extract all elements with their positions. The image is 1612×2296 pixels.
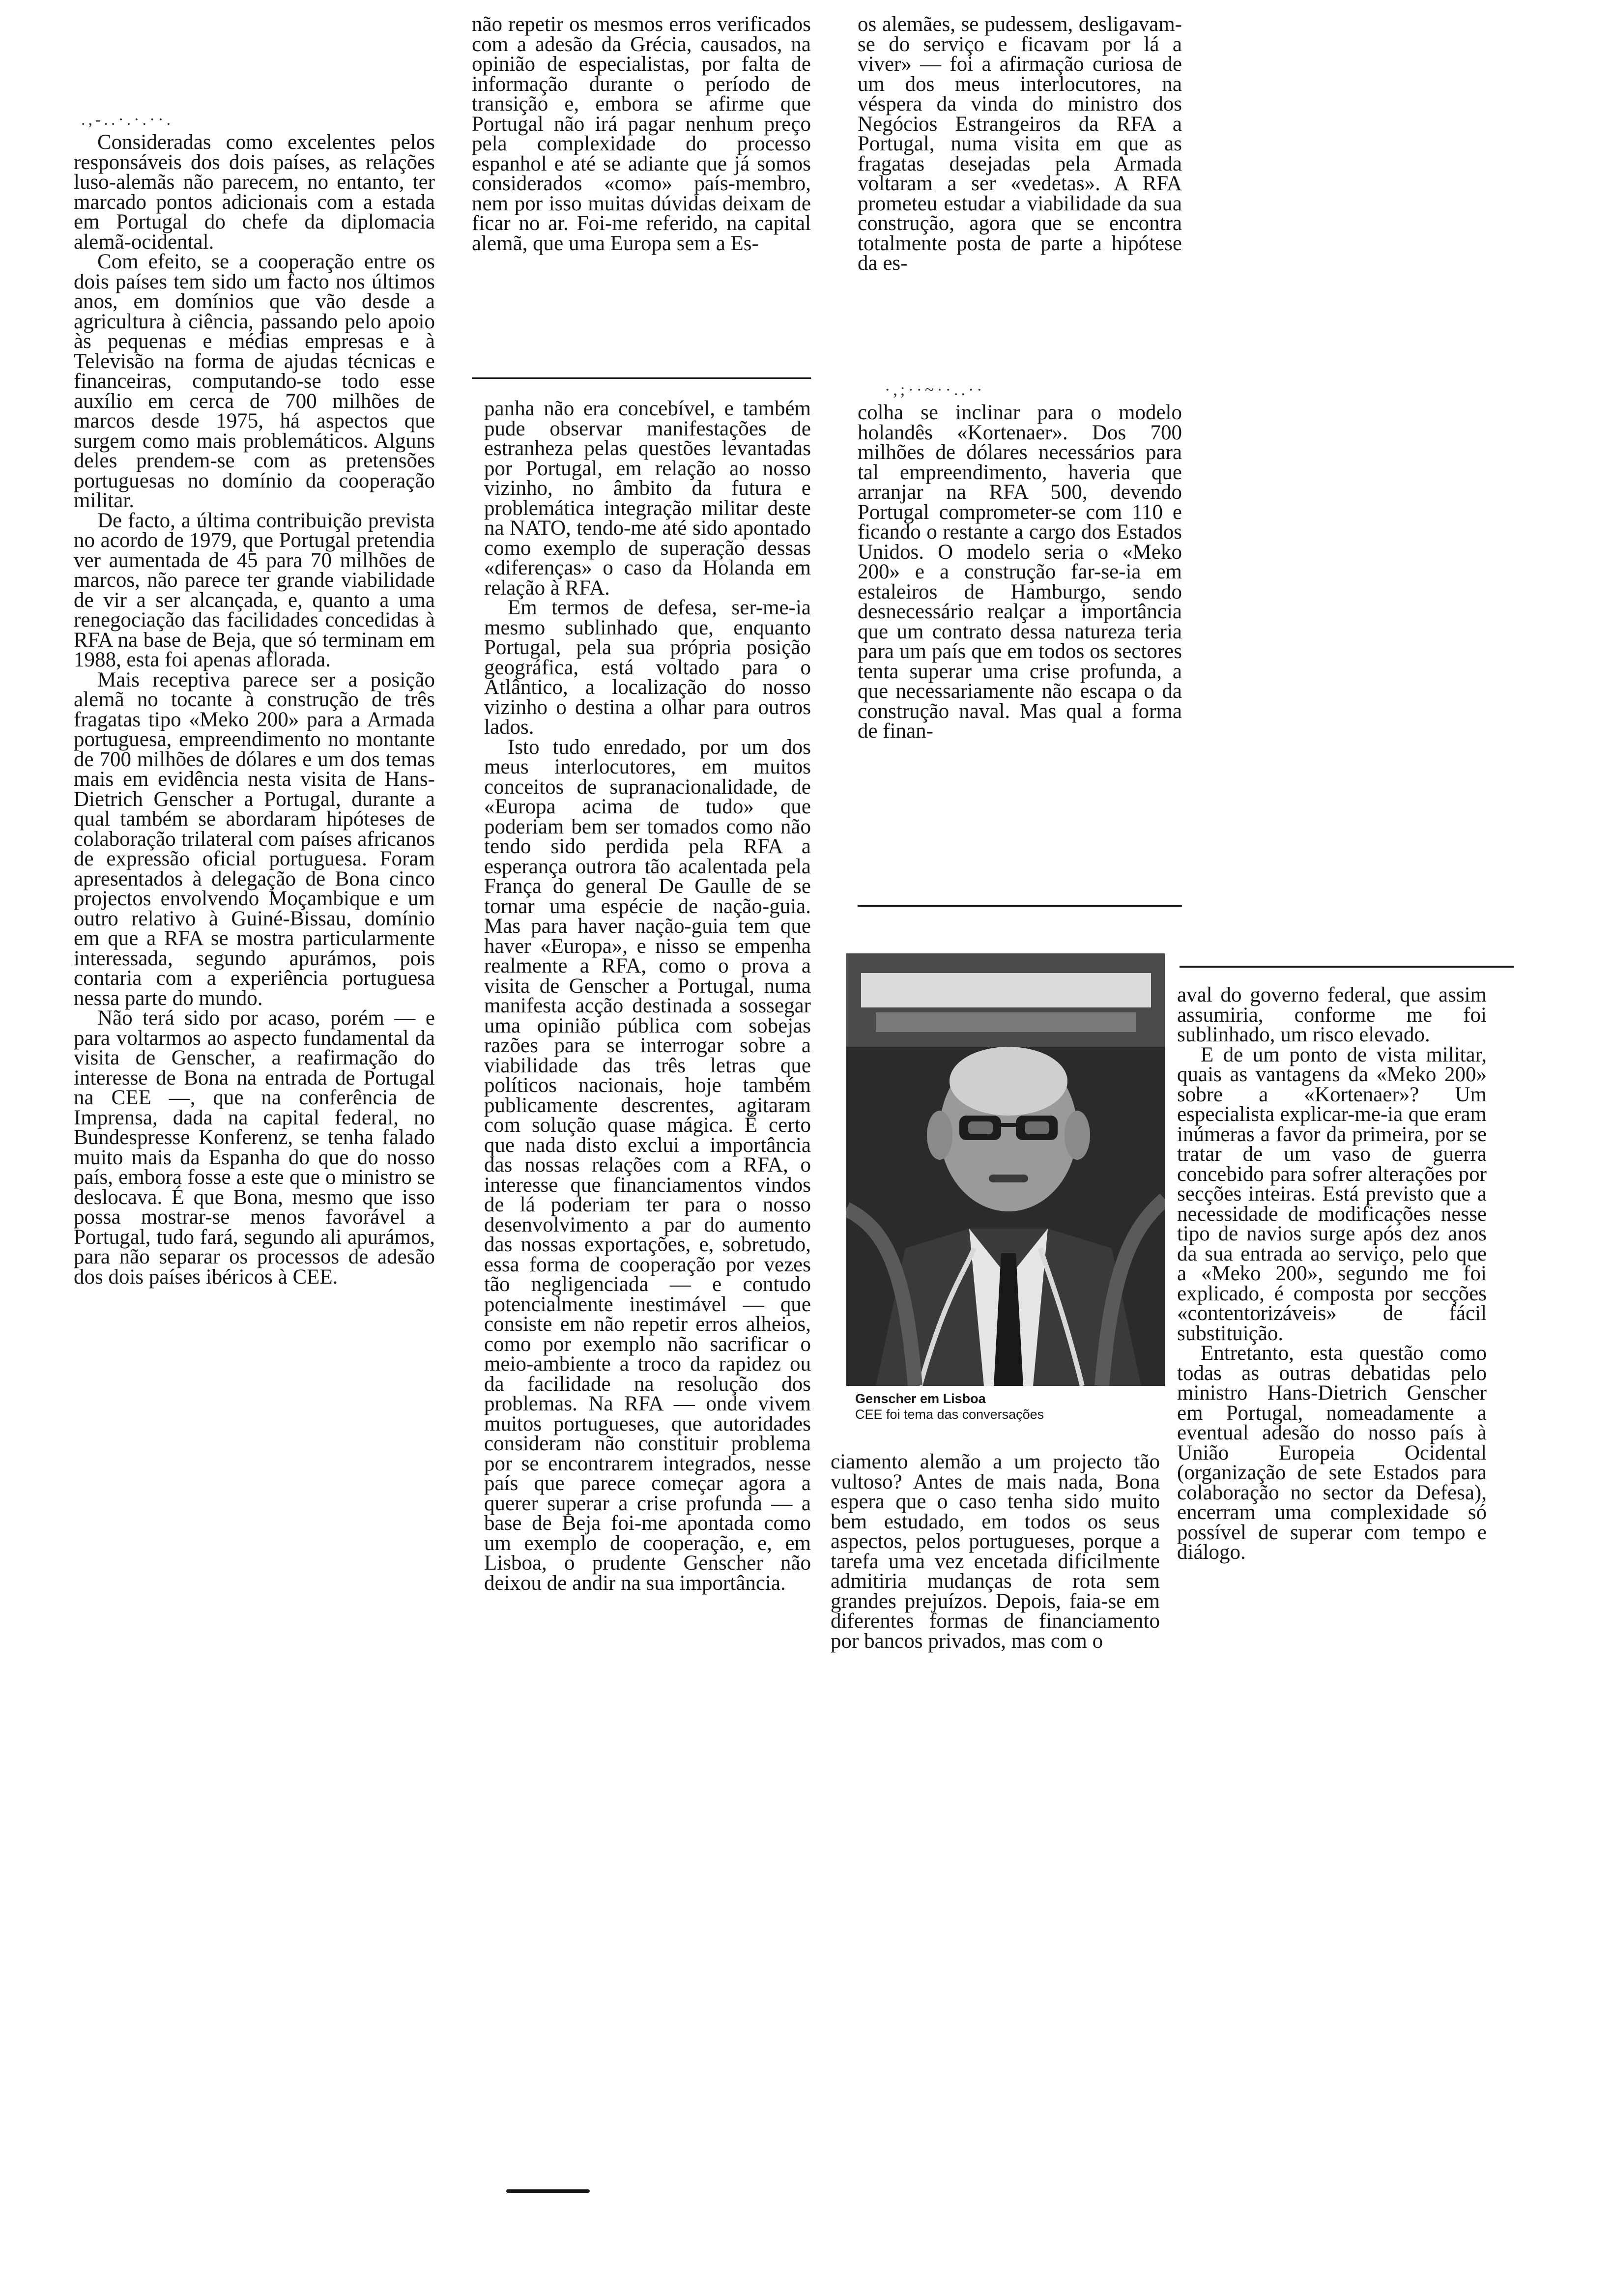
column-divider [472,377,811,379]
paragraph: os alemães, se pudessem, desligavam-se do serviço e ficavam por lá a viver» — foi a afirmação curiosa de um dos meus interlocutores, na véspera da vinda do ministro dos Negócios Estrangeiros da RFA a Portugal, numa visita em que as fragatas desejadas pela Armada voltaram a ser «vedetas». A RFA prometeu estudar a viabilidade da sua construção, agora que se encontra totalmente posta de parte a hipótese da es- [858,13,1182,275]
paragraph: Consideradas como excelentes pelos responsáveis dos dois países, as relações luso-alemãs não parecem, no entanto, ter marcado pontos adicionais com a estada em Portugal do chefe da diplomacia alemã-ocidental. [74,131,435,254]
paragraph: ciamento alemão a um projecto tão vultoso? Antes de mais nada, Bona espera que o caso tenha sido muito bem estudado, em todos os seus aspectos, pelos portugueses, porque a tarefa uma vez encetada dificilmente admitiria mudanças de rota sem grandes prejuízos. Depois, faia-se em diferentes formas de financiamento por bancos privados, mas com o [831,1450,1160,1653]
caption-title: Genscher em Lisboa [855,1391,986,1406]
paragraph: Entretanto, esta questão como todas as outras debatidas pelo ministro Hans-Dietrich Genscher em Portugal, nomeadamente a eventual adesão do nosso país à União Europeia Ocidental (organização de sete Estados para colaboração no sector da Defesa), encerram uma complexidade só possível de superar com tempo e diálogo. [1177,1342,1487,1564]
paragraph: panha não era concebível, e também pude observar manifestações de estranheza pelas questões levantadas por Portugal, em relação ao nosso vizinho, no âmbito da futura e problemática integração militar deste na NATO, tendo-me até sido apontado como exemplo de superação dessas «diferenças» o caso da Holanda em relação à RFA. [484,397,811,600]
caption-subtitle: CEE foi tema das conversações [855,1407,1044,1422]
photo-image [846,953,1165,1386]
paragraph: E de um ponto de vista militar, quais as vantagens da «Meko 200» sobre a «Kortenaer»? Um especialista explicar-me-ia que eram inúmeras a favor da primeira, por se tratar de um vaso de guerra concebido para sofrer alterações por secções inteiras. Está previsto que a necessidade de modificações nesse tipo de navios surge após dez anos da sua entrada ao serviço, pelo que a «Meko 200», segundo me foi explicado, é composta por secções «contentorizáveis» de fácil substituição. [1177,1043,1487,1345]
paragraph: Com efeito, se a cooperação entre os dois países tem sido um facto nos últimos anos, em domínios que vão desde a agricultura à ciência, passando pelo apoio às pequenas e médias empresas e à Televisão na forma de ajudas técnicas e financeiras, computando-se todo esse auxílio em cerca de 700 milhões de marcos desde 1975, há aspectos que surgem como mais problemáticos. Alguns deles prendem-se com as pretensões portuguesas no domínio da cooperação militar. [74,250,435,512]
paragraph: Em termos de defesa, ser-me-ia mesmo sublinhado que, enquanto Portugal, pela sua própria posição geográfica, está voltado para o Atlântico, a localização do nosso vizinho o destina a olhar para outros lados. [484,596,811,739]
paragraph: De facto, a última contribuição prevista no acordo de 1979, que Portugal pretendia ver aumentada de 45 para 70 milhões de marcos, não parece ter grande viabilidade de vir a ser alcançada, e, quanto a uma renegociação das facilidades concedidas à RFA na base de Beja, que só terminam em 1988, esta foi apenas aflorada. [74,509,435,671]
article-column-1 [74,133,435,1287]
end-rule [506,2189,590,2193]
article-column-2-top [472,15,811,254]
paragraph: Mais receptiva parece ser a posição alemã no tocante à construção de três fragatas tipo «Meko 200» para a Armada portuguesa, empreendimento no montante de 700 milhões de dólares e um dos temas mais em evidência nesta visita de Hans-Dietrich Genscher a Portugal, durante a qual também se abordaram hipóteses de colaboração trilateral com países africanos de expressão oficial portuguesa. Foram apresentados à delegação de Bona cinco projectos envolvendo Moçambique e um outro relativo à Guiné-Bissau, domínio em que a RFA se mostra particularmente interessada, segundo apurámos, pois contaria com a experiência portuguesa nessa parte do mundo. [74,668,435,1010]
column-divider [858,905,1182,907]
column-divider [1180,966,1514,968]
article-column-2-bottom [484,399,811,1593]
paragraph: não repetir os mesmos erros verificados com a adesão da Grécia, causados, na opinião de especialistas, por falta de informação durante o período de transição e, embora se afirme que Portugal não irá pagar nenhum preço pela complexidade do processo espanhol e até se adiante que já somos considerados «como» país-membro, nem por isso muitas dúvidas deixam de ficar no ar. Foi-me referido, na capital alemã, que uma Europa sem a Es- [472,13,811,255]
article-column-4 [1177,985,1487,1563]
photo-caption [855,1391,1170,1422]
article-column-3-bottom [831,1452,1160,1651]
article-column-3-mid [858,403,1182,742]
article-column-3-top [858,15,1182,274]
paragraph: aval do governo federal, que assim assumiria, conforme me foi sublinhado, um risco elevado. [1177,983,1487,1046]
scan-speck: .,-..·.·.··. [81,111,174,129]
scan-speck: ·,;··~··..·· [885,381,985,399]
genscher-photo [846,953,1165,1386]
paragraph: Isto tudo enredado, por um dos meus interlocutores, em muitos conceitos de supranacionalidade, de «Europa acima de tudo» que poderiam bem ser tomados como não tendo sido perdida pela RFA a esperança outrora tão acalentada pela França do general De Gaulle de se tornar uma espécie de nação-guia. Mas para haver nação-guia tem que haver «Europa», e nisso se empenha realmente a RFA, como o prova a visita de Genscher a Portugal, numa manifesta acção destinada a sossegar uma opinião pública com sobejas razões para se interrogar sobre a viabilidade das três letras que políticos nacionais, hoje também publicamente descrentes, agitaram com solução quase mágica. É certo que nada disto exclui a importância das nossas relações com a RFA, o interesse que financiamentos vindos de lá poderiam ter para o nosso desenvolvimento a par do aumento das nossas exportações, e, sobretudo, essa forma de cooperação por vezes tão negligenciada — e contudo potencialmente inestimável — que consiste em não repetir erros alheios, como por exemplo não sacrificar o meio-ambiente a troco da rapidez ou da facilidade na resolução dos problemas. Na RFA — onde vivem muitos portugueses, que autoridades consideram não constituir problema por se encontrarem integrados, nesse país que parece começar agora a querer superar a crise profunda — a base de Beja foi-me apontada como um exemplo de cooperação, e, em Lisboa, o prudente Genscher não deixou de andir na sua importância. [484,735,811,1595]
paragraph: colha se inclinar para o modelo holandês «Kortenaer». Dos 700 milhões de dólares necessários para tal empreendimento, haveria que arranjar na RFA 500, devendo Portugal comprometer-se com 110 e ficando o restante a cargo dos Estados Unidos. O modelo seria o «Meko 200» e a construção far-se-ia em estaleiros de Hamburgo, sendo desnecessário realçar a importância que um contrato dessa natureza teria para um país que em todos os sectores tenta superar uma crise profunda, a que necessariamente não escapa o da construção naval. Mas qual a forma de finan- [858,401,1182,743]
paragraph: Não terá sido por acaso, porém — e para voltarmos ao aspecto fundamental da visita de Genscher, a reafirmação do interesse de Bona na entrada de Portugal na CEE —, que na conferência de Imprensa, dada na capital federal, no Bundespresse Konferenz, se tenha falado muito mais da Espanha do que do nosso país, embora fosse a este que o ministro se deslocava. É que Bona, mesmo que isso possa mostrar-se menos favorável a Portugal, tudo fará, segundo ali apurámos, para não separar os processos de adesão dos dois países ibéricos à CEE. [74,1006,435,1289]
